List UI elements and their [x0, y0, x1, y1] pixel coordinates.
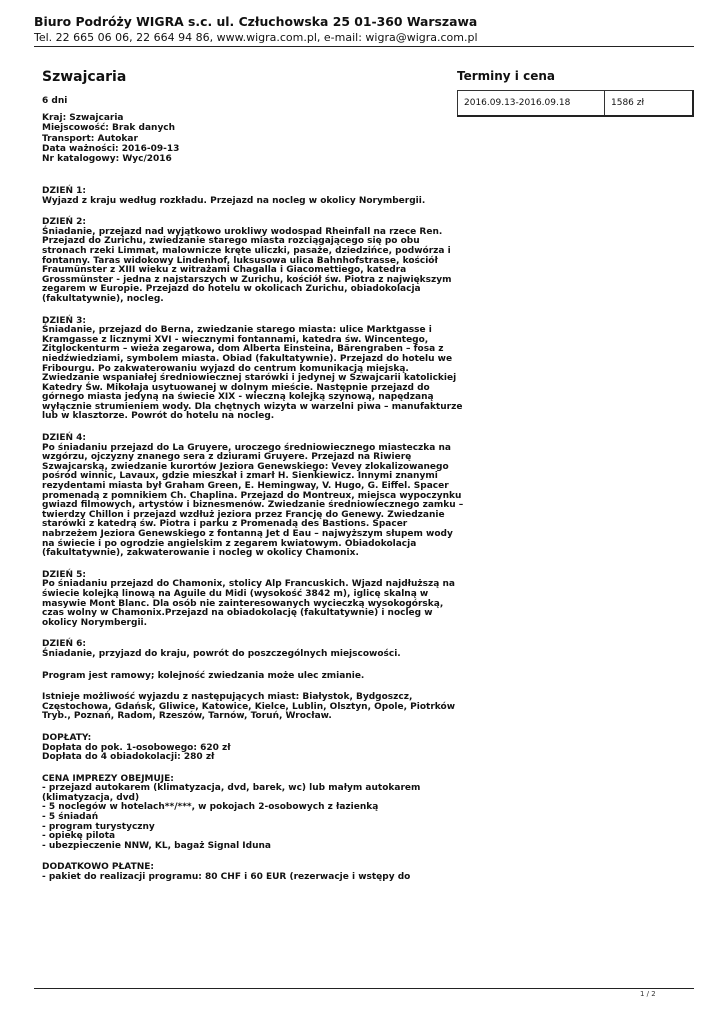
program-description	[42, 186, 464, 895]
trip-title: Szwajcaria	[42, 69, 127, 85]
program-line: Częstochowa, Gdańsk, Gliwice, Katowice, Kielce, Lublin, Olsztyn, Opole, Piotrków	[42, 701, 456, 712]
program-paragraph	[42, 187, 442, 206]
meta-transport: Transport: Autokar	[42, 133, 138, 144]
program-line: - przejazd autokarem (klimatyzacja, dvd, barek, wc) lub małym autokarem	[42, 783, 421, 794]
program-line: - opiekę pilota	[42, 831, 116, 842]
term-price: 1586 zł	[605, 91, 694, 116]
program-line: Fribourgu. Po zakwaterowaniu wyjazd do centrum komunikacją miejską.	[42, 363, 409, 374]
program-paragraph	[42, 775, 442, 852]
program-line: Wyjazd z kraju według rozkładu. Przejazd na nocleg w okolicy Norymbergii.	[42, 195, 426, 206]
program-line: Śniadanie, przejazd do Berna, zwiedzanie starego miasta: ulice Marktgasse i	[42, 325, 432, 336]
program-line: masywie Mont Blanc. Dla osób nie zainteresowanych wycieczką wysokogórską,	[42, 598, 444, 609]
program-line: pośród winnic, Lavaux, gdzie mieszkał i zmarł H. Sienkiewicz. Innymi znanymi	[42, 471, 438, 482]
term-dates: 2016.09.13-2016.09.18	[458, 91, 605, 116]
program-line: stronach rzeki Limmat, malownicze kręte uliczki, pasaże, dziedzińce, podwórza i	[42, 245, 451, 256]
meta-location: Miejscowość: Brak danych	[42, 123, 176, 134]
program-paragraph	[42, 672, 442, 682]
program-line: - pakiet do realizacji programu: 80 CHF i 60 EUR (rezerwacje i wstępy do	[42, 872, 411, 883]
program-line: twierdzy Chillon i przejazd wzdłuż jeziora przez Francję do Genewy. Zwiedzanie	[42, 509, 445, 520]
program-line: Śniadanie, przejazd nad wyjątkowo urokliwy wodospad Rheinfall na rzece Ren.	[42, 226, 443, 237]
program-paragraph	[42, 640, 442, 659]
program-line: Przejazd do Zurichu, zwiedzanie starego miasta rozciągającego się po obu	[42, 236, 420, 247]
program-line: Szwajcarską, zwiedzanie kurortów Jeziora Genewskiego: Vevey zlokalizowanego	[42, 461, 449, 472]
program-line: Program jest ramowy; kolejność zwiedzania może ulec zmianie.	[42, 670, 365, 681]
program-line: DODATKOWO PŁATNE:	[42, 862, 154, 873]
program-line: Grossmünster - jedna z najstarszych w Zurichu, kościół św. Piotra z największym	[42, 274, 452, 285]
program-line: gwiazd filmowych, artystów i biznesmenów. Zwiedzanie średniowiecznego zamku –	[42, 500, 464, 511]
program-line: czas wolny w Chamonix.Przejazd na obiadokolację (fakultatywnie) i nocleg w	[42, 608, 433, 619]
program-paragraph	[42, 734, 442, 763]
program-paragraph	[42, 692, 456, 722]
terms-heading: Terminy i cena	[457, 69, 555, 83]
program-line: Istnieje możliwość wyjazdu z następujących miast: Białystok, Bydgoszcz,	[42, 692, 413, 703]
program-line: - ubezpieczenie NNW, KL, bagaż Signal Iduna	[42, 840, 271, 851]
program-line: na świecie i po ogrodzie angielskim z zegarem kwiatowym. Obiadokolacja	[42, 538, 417, 549]
program-line: - 5 śniadań	[42, 812, 99, 823]
program-line: Dopłata do pok. 1-osobowego: 620 zł	[42, 742, 231, 753]
program-line: CENA IMPREZY OBEJMUJE:	[42, 773, 174, 784]
meta-catalog-number: Nr katalogowy: Wyc/2016	[42, 154, 172, 165]
program-line: Dopłata do 4 obiadokolacji: 280 zł	[42, 752, 215, 763]
program-line: (fakultatywnie), zakwaterowanie i nocleg w okolicy Chamonix.	[42, 548, 359, 559]
program-line: starówki z katedrą św. Piotra i parku z Promenadą des Bastions. Spacer	[42, 519, 408, 530]
header-divider	[34, 46, 694, 47]
terms-table	[457, 90, 694, 117]
program-line: Po śniadaniu przejazd do La Gruyere, uroczego średniowiecznego miasteczka na	[42, 442, 451, 453]
page-header	[34, 14, 694, 45]
program-line: (klimatyzacja, dvd)	[42, 792, 140, 803]
program-line: Fraumünster z XIII wieku z witrażami Chagalla i Giacomettiego, katedra	[42, 265, 407, 276]
company-name: Biuro Podróży WIGRA s.c. ul. Człuchowska 25 01-360 Warszawa	[34, 14, 478, 29]
program-line: fontanny. Taras widokowy Lindenhof, luksusowa ulica Bahnhofstrasse, kościół	[42, 255, 438, 266]
trip-duration: 6 dni	[42, 96, 68, 106]
program-paragraph	[42, 433, 464, 559]
program-line: górnego miasta jedyną na świecie XIX - wieczną kolejką szynową, napędzaną	[42, 392, 434, 403]
program-line: promenadą z pomnikiem Ch. Chaplina. Przejazd do Montreux, miejsca wypoczynku	[42, 490, 462, 501]
program-paragraph	[42, 315, 463, 423]
program-line: rezydentami miasta był Graham Green, E. Hemingway, V. Hugo, G. Eiffel. Spacer	[42, 481, 449, 492]
meta-country: Kraj: Szwajcaria	[42, 113, 124, 123]
program-line: Katedry Św. Mikołaja usytuowanej w dolnym mieście. Następnie przejazd do	[42, 382, 430, 393]
program-line: DZIEŃ 2:	[42, 217, 87, 228]
program-line: świecie kolejką linową na Aguile du Midi (wysokość 3842 m), iglicę skalną w	[42, 588, 429, 599]
program-line: DZIEŃ 5:	[42, 569, 87, 580]
program-line: - program turystyczny	[42, 821, 155, 832]
program-line: okolicy Norymbergii.	[42, 617, 148, 628]
footer-divider	[34, 988, 694, 989]
program-line: DZIEŃ 4:	[42, 433, 87, 444]
program-line: DZIEŃ 3:	[42, 315, 87, 326]
program-paragraph	[42, 863, 442, 882]
program-line: niedźwiedziami, symbolem miasta. Obiad (fakultatywnie). Przejazd do hotelu we	[42, 353, 453, 364]
program-line: Po śniadaniu przejazd do Chamonix, stolicy Alp Francuskich. Wjazd najdłuższą na	[42, 579, 455, 590]
program-line: wzgórzu, ojczyzny znanego sera z dziurami Gruyere. Przejazd na Riwierę	[42, 452, 412, 463]
program-line: Kramgasse z licznymi XVI - wiecznymi fontannami, katedra św. Wincentego,	[42, 334, 429, 345]
program-line: (fakultatywnie), nocleg.	[42, 293, 164, 304]
company-contact: Tel. 22 665 06 06, 22 664 94 86, www.wigra.com.pl, e-mail: wigra@wigra.com.pl	[34, 31, 478, 44]
meta-valid-date: Data ważności: 2016-09-13	[42, 143, 180, 154]
program-line: Tryb., Poznań, Radom, Rzeszów, Tarnów, Toruń, Wrocław.	[42, 711, 332, 722]
trip-meta	[42, 113, 179, 164]
program-line: Zitglockenturm – wieża zegarowa, dom Alberta Einsteina, Bärengraben – fosa z	[42, 344, 444, 355]
program-line: - 5 noclegów w hotelach**/***, w pokojach 2-osobowych z łazienką	[42, 802, 379, 813]
page-number: 1 / 2	[640, 990, 656, 998]
program-line: DOPŁATY:	[42, 732, 92, 743]
program-line: lub w klasztorze. Powrót do hotelu na nocleg.	[42, 411, 275, 422]
program-line: wyłącznie strumieniem wody. Dla chętnych wizyta w warzelni piwa – manufakturze	[42, 401, 463, 412]
program-line: nabrzeżem Jeziora Genewskiego z fontanną Jet d Eau – najwyższym słupem wody	[42, 529, 453, 539]
program-line: Zwiedzanie wspaniałej średniowiecznej starówki i jedynej w Szwajcarii katolickiej	[42, 373, 457, 384]
program-line: Śniadanie, przyjazd do kraju, powrót do poszczególnych miejscowości.	[42, 648, 401, 659]
program-line: DZIEŃ 1:	[42, 186, 87, 196]
program-line: DZIEŃ 6:	[42, 639, 87, 650]
program-paragraph	[42, 217, 452, 304]
program-paragraph	[42, 569, 455, 629]
table-row	[458, 91, 694, 116]
program-line: zegarem w Europie. Przejazd do hotelu w okolicach Zurichu, obiadokolacja	[42, 284, 421, 295]
